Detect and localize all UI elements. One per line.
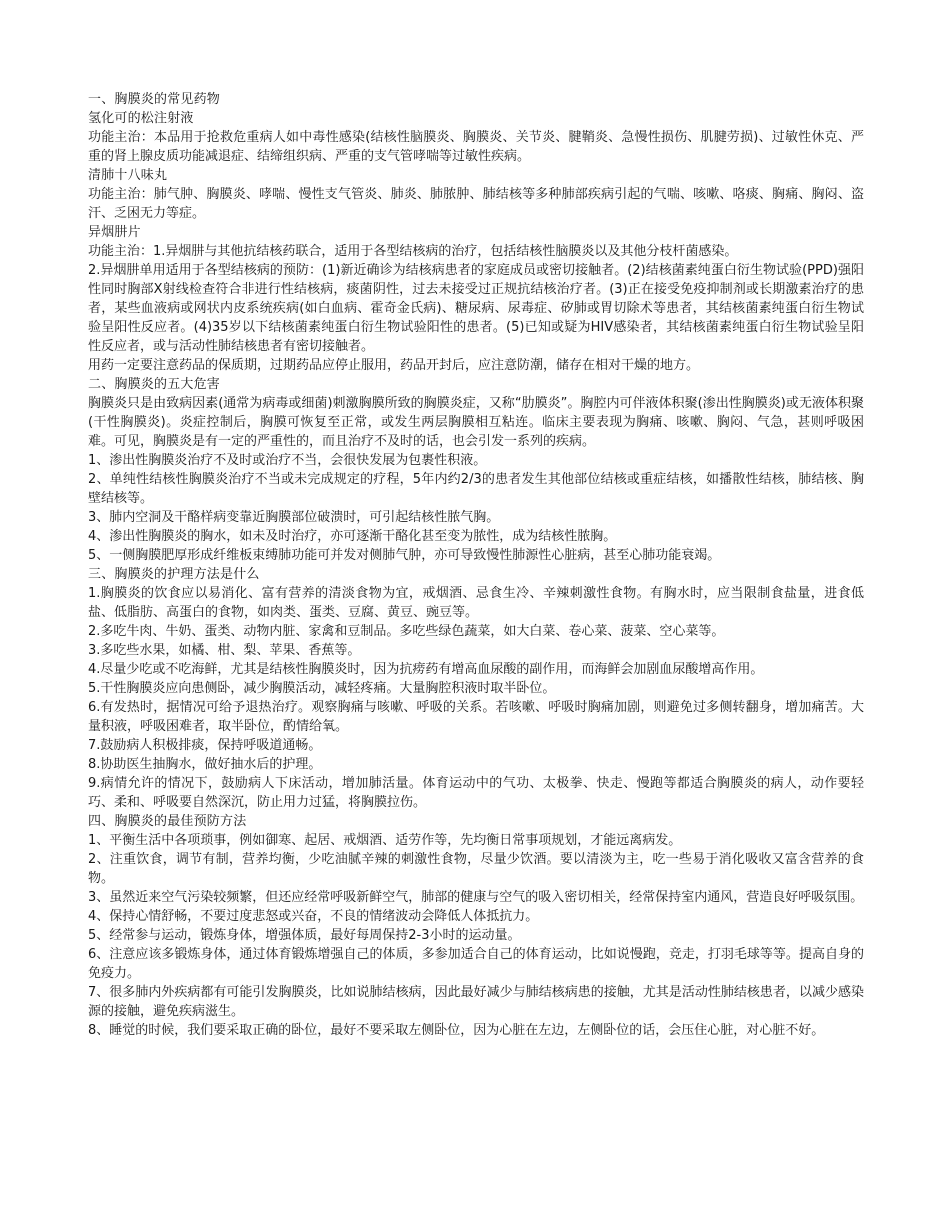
paragraph: 7.鼓励病人积极排痰，保持呼吸道通畅。 (88, 738, 322, 753)
paragraph: 4、渗出性胸膜炎的胸水，如未及时治疗，亦可逐渐干酪化甚至变为脓性，成为结核性脓胸。 (88, 529, 617, 544)
document-body (88, 90, 864, 1040)
paragraph: 1、平衡生活中各项琐事，例如御寒、起居、戒烟酒、适劳作等，先均衡日常事项规划，才能远离病发。 (88, 833, 682, 848)
paragraph: 胸膜炎只是由致病因素(通常为病毒或细菌)刺激胸膜所致的胸膜炎症，又称“肋膜炎”。胸腔内可伴液体积聚(渗出性胸膜炎)或无液体积聚(干性胸膜炎)。炎症控制后，胸膜可恢复至正常，或发生两层胸膜相互粘连。临床主要表现为胸痛、咳嗽、胸闷、气急，甚则呼吸困难。可见，胸膜炎是有一定的严重性的，而且治疗不及时的话，也会引发一系列的疾病。 (88, 396, 864, 449)
paragraph: 2.多吃牛肉、牛奶、蛋类、动物内脏、家禽和豆制品。多吃些绿色蔬菜，如大白菜、卷心菜、菠菜、空心菜等。 (88, 624, 725, 639)
paragraph: 6.有发热时，据情况可给予退热治疗。观察胸痛与咳嗽、呼吸的关系。若咳嗽、呼吸时胸痛加剧，则避免过多侧转翻身，增加痛苦。大量积液，呼吸困难者，取半卧位，酌情给氧。 (88, 700, 864, 734)
drug-name: 氢化可的松注射液 (88, 111, 194, 126)
paragraph: 3、虽然近来空气污染较频繁，但还应经常呼吸新鲜空气，肺部的健康与空气的吸入密切相关，经常保持室内通风，营造良好呼吸氛围。 (88, 890, 864, 905)
paragraph: 4.尽量少吃或不吃海鲜，尤其是结核性胸膜炎时，因为抗痨药有增高血尿酸的副作用，而海鲜会加剧血尿酸增高作用。 (88, 662, 764, 677)
section-heading: 二、胸膜炎的五大危害 (88, 377, 221, 392)
paragraph: 5、一侧胸膜肥厚形成纤维板束缚肺功能可并发对侧肺气肿，亦可导致慢性肺源性心脏病，甚至心肺功能衰竭。 (88, 548, 721, 563)
section-heading: 四、胸膜炎的最佳预防方法 (88, 814, 247, 829)
paragraph: 2.异烟肼单用适用于各型结核病的预防：(1)新近确诊为结核病患者的家庭成员或密切接触者。(2)结核菌素纯蛋白衍生物试验(PPD)强阳性同时胸部X射线检查符合非进行性结核病，痰菌阴性，过去未接受过正规抗结核治疗者。(3)正在接受免疫抑制剂或长期激素治疗的患者，某些血液病或网状内皮系统疾病(如白血病、霍奇金氏病)、糖尿病、尿毒症、矽肺或胃切除术等患者，其结核菌素纯蛋白衍生物试验呈阳性反应者。(4)35岁以下结核菌素纯蛋白衍生物试验阳性的患者。(5)已知或疑为HIV感染者，其结核菌素纯蛋白衍生物试验呈阳性反应者，或与活动性肺结核患者有密切接触者。 (88, 263, 864, 354)
paragraph: 8.协助医生抽胸水，做好抽水后的护理。 (88, 757, 322, 772)
paragraph: 用药一定要注意药品的保质期，过期药品应停止服用，药品开封后，应注意防潮，储存在相对干燥的地方。 (88, 358, 700, 373)
section-heading: 一、胸膜炎的常见药物 (88, 92, 221, 107)
paragraph: 功能主治：本品用于抢救危重病人如中毒性感染(结核性脑膜炎、胸膜炎、关节炎、腱鞘炎、急慢性损伤、肌腱劳损)、过敏性休克、严重的肾上腺皮质功能减退症、结缔组织病、严重的支气管哮喘等过敏性疾病。 (88, 130, 864, 164)
paragraph: 5.干性胸膜炎应向患侧卧，减少胸膜活动，减轻疼痛。大量胸腔积液时取半卧位。 (88, 681, 556, 696)
section-heading: 三、胸膜炎的护理方法是什么 (88, 567, 260, 582)
paragraph: 3.多吃些水果，如橘、柑、梨、苹果、香蕉等。 (88, 643, 361, 658)
paragraph: 功能主治：1.异烟肼与其他抗结核药联合，适用于各型结核病的治疗，包括结核性脑膜炎以及其他分枝杆菌感染。 (88, 244, 738, 259)
paragraph: 8、睡觉的时候，我们要采取正确的卧位，最好不要采取左侧卧位，因为心脏在左边，左侧卧位的话，会压住心脏，对心脏不好。 (88, 1023, 825, 1038)
paragraph: 2、单纯性结核性胸膜炎治疗不当或未完成规定的疗程，5年内约2/3的患者发生其他部位结核或重症结核，如播散性结核，肺结核、胸壁结核等。 (88, 472, 864, 506)
paragraph: 6、注意应该多锻炼身体，通过体育锻炼增强自己的体质，多参加适合自己的体育运动，比如说慢跑，竞走，打羽毛球等等。提高自身的免疫力。 (88, 947, 864, 981)
drug-name: 清肺十八味丸 (88, 168, 168, 183)
paragraph: 1.胸膜炎的饮食应以易消化、富有营养的清淡食物为宜，戒烟酒、忌食生冷、辛辣刺激性食物。有胸水时，应当限制食盐量，进食低盐、低脂肪、高蛋白的食物，如肉类、蛋类、豆腐、黄豆、豌豆等。 (88, 586, 864, 620)
drug-name: 异烟肼片 (88, 225, 141, 240)
paragraph: 3、肺内空洞及干酪样病变靠近胸膜部位破溃时，可引起结核性脓气胸。 (88, 510, 500, 525)
paragraph: 9.病情允许的情况下，鼓励病人下床活动，增加肺活量。体育运动中的气功、太极拳、快走、慢跑等都适合胸膜炎的病人，动作要轻巧、柔和、呼吸要自然深沉，防止用力过猛，将胸膜拉伤。 (88, 776, 864, 810)
paragraph: 功能主治：肺气肿、胸膜炎、哮喘、慢性支气管炎、肺炎、肺脓肿、肺结核等多种肺部疾病引起的气喘、咳嗽、咯痰、胸痛、胸闷、盗汗、乏困无力等症。 (88, 187, 864, 221)
paragraph: 7、很多肺内外疾病都有可能引发胸膜炎，比如说肺结核病，因此最好减少与肺结核病患的接触，尤其是活动性肺结核患者，以减少感染源的接触，避免疾病滋生。 (88, 985, 864, 1019)
paragraph: 5、经常参与运动，锻炼身体，增强体质，最好每周保持2-3小时的运动量。 (88, 928, 521, 943)
paragraph: 2、注重饮食，调节有制，营养均衡，少吃油腻辛辣的刺激性食物，尽量少饮酒。要以清淡为主，吃一些易于消化吸收又富含营养的食物。 (88, 852, 864, 886)
paragraph: 4、保持心情舒畅，不要过度悲怒或兴奋，不良的情绪波动会降低人体抵抗力。 (88, 909, 539, 924)
paragraph: 1、渗出性胸膜炎治疗不及时或治疗不当，会很快发展为包裹性积液。 (88, 453, 487, 468)
